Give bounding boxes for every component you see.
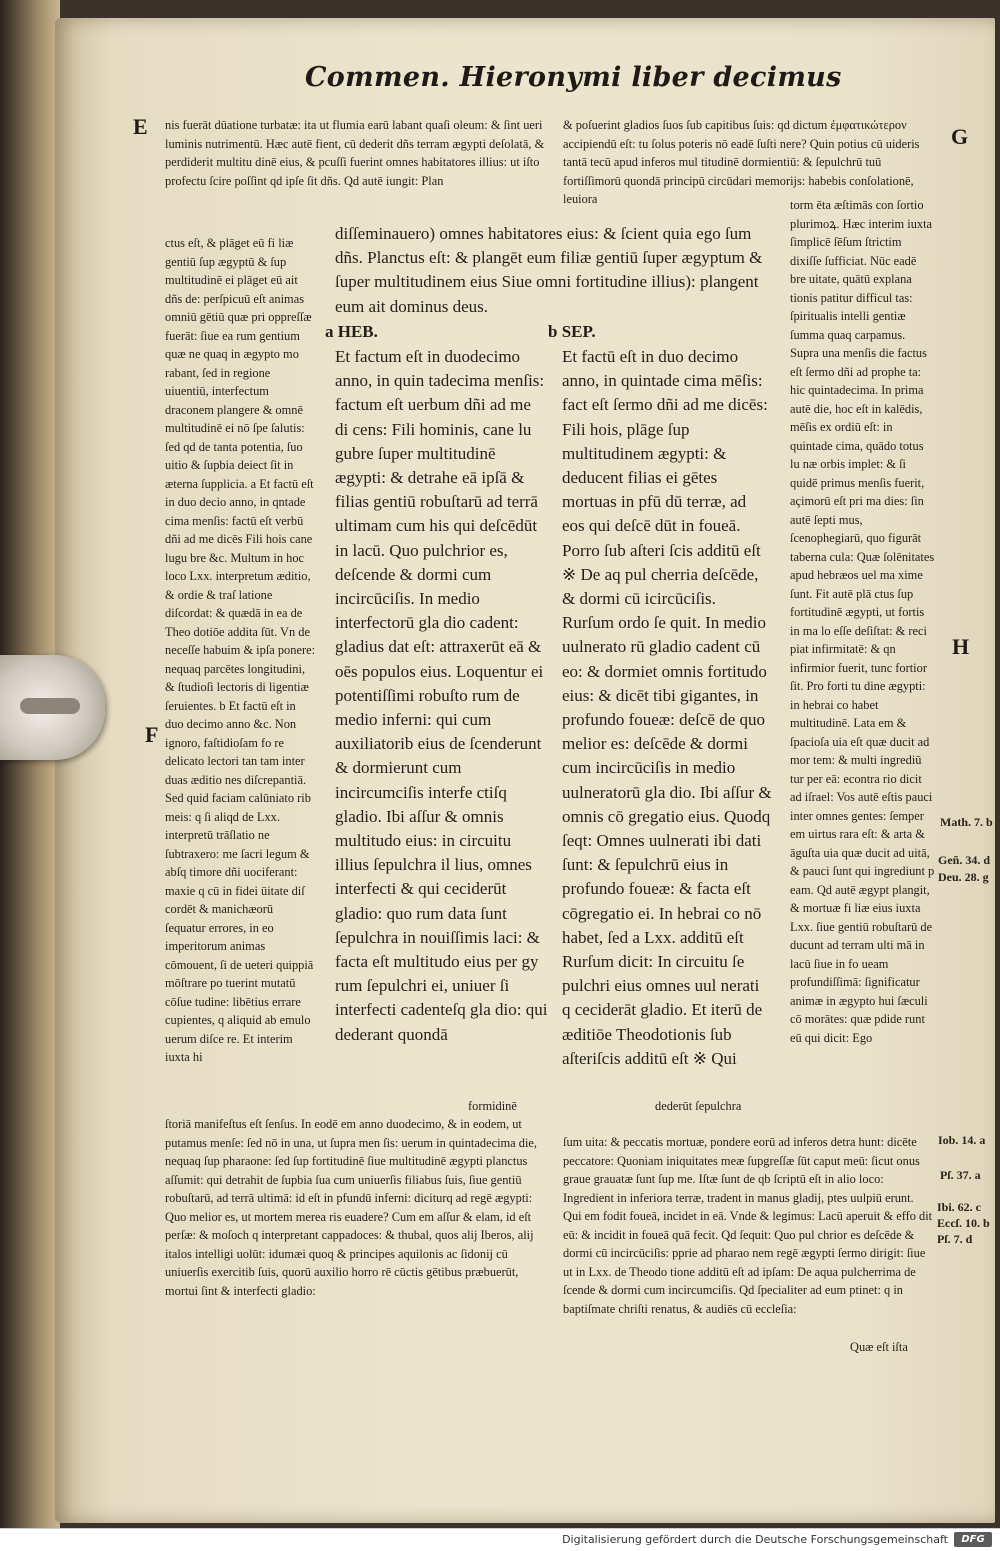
margin-letter-f: F <box>145 722 159 747</box>
text-left-column: ctus eſt, & plāget eū fi liæ gentiū ſup ægyptū & ſup multitudinē ei plāget eū ait dñs de: perſpicuū eſt animas omniū gētiū quæ pri oppreſſæ fuerāt: ſiue ea rum gentium quæ ne quaq in ægypto mo rabant, ſed in regione uiuentiū, interfectum draconem plangere & omnē multitudinē ei nō ſpe ſalutis: ſed qd de tanta potentia, ſuo uitio & ſupbia deiect ſit in æterna ſupplicia. a Et factū eſt in duo decio anno, in qntade cima menſis: factū eſt verbū dñi ad me dicēs Fili hois cane lugu bre &c. Multum in hoc loco Lxx. interpretum æditio, & ordie & traſ latione diſcordat: & quædā in ea de Theo dotiōe addita ſūt. Vn de neceſſe habuim & ipſa ponere: nequaq parcētes longitudini, & ſtudioſi lectoris di ligentiæ ſeruientes. b Et factū eſt in duo decimo anno &c. Non ignoro, faſtidioſam fo re delicato lectori tan tam inter duas æditio nes diſcrepantiā. Sed quid faciam calūniato rib meis: q ſi aliqd de Lxx. interpretū trāſlatio ne ſubtraxero: me ſacri legum & abſq timore dñi uociferant: maxie q cū in fidei ūitate diſ cordēt & manichæorū ſequatur errores, in eo imperitorum animas cōmouent, ſi de ueteri quippiā mōſtrare po tuerint mutatū cōſue tudine: libētius errare cupientes, q aliquid ab emulo uerum diſce re. Et interim iuxta hi <box>165 236 316 1064</box>
citation-eccs: Eccſ. 10. b <box>937 1216 990 1230</box>
citation-gen: Geñ. 34. d <box>938 853 991 867</box>
page-clip-slot <box>20 698 80 714</box>
footer-bar <box>0 1528 1000 1551</box>
text-top-right: & poſuerint gladios ſuos ſub capitibus ſuis: qd dictum ἐμφατικώτερον accipiendū eſt: tu ſolus poteris nō eadē ſuſti nere? Quin potius cū uideris tantā tecū apud inferos mul titudinē dormientiū: & ſepulchrū tuū fortiſſimorū quondā principū circūdari memorijs: habebis conſolationē, leuiora <box>563 118 920 206</box>
text-bottom-right: ſum uita: & peccatis mortuæ, pondere eorū ad inferos detra hunt: dicēte peccatore: Quoniam iniquitates meæ ſupgreſſæ ſūt caput meū: ſicut onus graue grauatæ ſunt ſup me. Iſtæ ſunt de qb ſcriptū eſt in alio loco: Ingredient in inferiora terræ, tradent in manus gladij, ptes uulpiū erunt. Qui em fodit foueā, incidet in eā. Vnde & legimus: Lacū aperuit & effo dit eū: & incidit in foueā quā fecit. Qd ſequit: Quo pul chrior es deſcēde & dormi cū incircūciſis: pprie ad pharao nem regē ægypti ſermo dirigit: ſiue ut in Lxx. de Theodo tione additū eſt ad ipſam: De aqua pulcherrima de ſcende & dormi cum incircumciſis. Qd ſpecialiter ad eum ptinet: q in baptiſmate chriſti renatus, & audiēs cū eccleſia: <box>563 1135 933 1316</box>
heb-heading: a HEB. <box>325 322 378 341</box>
margin-letter-e: E <box>133 114 148 139</box>
margin-letter-h: H <box>952 634 970 659</box>
citation-math: Math. 7. b <box>940 815 993 829</box>
text-hebrew-column: Et factum eſt in duodecimo anno, in quin tadecima menſis: factum eſt uerbum dñi ad me di cens: Fili hominis, cane lu gubre ſuper multitudinē ægypti: & detrahe eā ipſā & filias gentiū robuſtarū ad terrā ultimam cum his qui deſcēdūt in lacū. Quo pulchrior es, deſcende & dormi cum incircūciſis. In medio interfectorū gla dio cadent: gladius dat eſt: attraxerūt eā & oēs populos eius. Loquentur ei potentiſſimi robuſto rum de medio inferni: qui cum auxiliatorib eius de ſcenderunt & dormierunt cum incircumciſis interfe ctiſq gladio. Ibi aſſur & omnis multitudo eius: in circuitu illius ſepulchra il lius, omnes interfecti & qui ceciderūt gladio: quo rum data ſunt ſepulchra in nouiſſimis laci: & facta eſt multitudo eius per gy rum ſepulchri ei, uniuer ſi interfecti cadenteſq gla dio: qui dederant quondā <box>335 347 548 1044</box>
citation-iob: Iob. 14. a <box>938 1133 986 1147</box>
page-header: Commen. Hieronymi liber decimus <box>305 62 842 93</box>
dfg-logo: DFG <box>954 1532 992 1547</box>
text-hebrew-column-end: formidinē <box>468 1099 517 1113</box>
citation-ps7: Pſ. 7. d <box>937 1232 973 1246</box>
text-septuagint-column: Et factū eſt in duo decimo anno, in quintade cima mēſis: fact eſt ſermo dñi ad me dicēs: Fili hois, plāge ſup multitudinem ægypti: & deducent filias ei gētes mortuas in pfū dū terræ, ad eos qui deſcē dūt in foueā. Porro ſub aſteri ſcis additū eſt ※ De aq pul cherria deſcēde, & dormi cū icircūciſis. Rurſum ordo ſe quit. In medio uulnerato rū gladio cadent cū eo: & dormiet omnis fortitudo eius: & dicēt tibi gigantes, in profundo foueæ: deſcē de quo melior es: deſcēde & dormi cum incircūciſis in medio uulneratorū gla dio. Ibi aſſur & omnis cō gregatio eius. Quodq ſeqt: Omnes uulnerati ibi dati ſunt: & ſepulchrū eius in profundo foueæ: & facta eſt cōgregatio ei. In hebrai co nō habet, ſed a Lxx. additū eſt Rurſum dicit: In circuitu ſe pulchri eius omnes uul nerati q ceciderāt gladio. Et iterū de æditiōe Theodotionis ſub aſteriſcis additū eſt ※ Qui <box>562 347 772 1068</box>
citation-deu: Deu. 28. g <box>938 870 989 884</box>
text-middle-top: diſſeminauero) omnes habitatores eius: & ſcient quia ego ſum dñs. Planctus eſt: & plangēt eum filiæ gentiū ſuper ægyptum & ſuper multitudinem eius Siue omni fortitudine illius): plangent eum ait dominus deus. <box>335 224 763 316</box>
text-bottom-left: ſtoriā manifeſtus eſt ſenſus. In eodē em anno duodecimo, & in eodem, ut putamus menſe: ſed nō in una, ut ſupra men ſis: uerum in quintadecima die, nequaq ſup pharaone: ſed ſup fortitudinē ſiue multitudinē ægypti planctus aſſumit: qui detrahit de ſupbia ſua cum uniuerſis filiabus ſuis, ſiue gentiū robuſtarū, ad terrā ultimā: id eſt in pfundū inferni: diciturq ad regē ægypti: Quo melior es, ut mortem merea ris euadere? Cum em aſſur & elam, id eſt perſæ: & moſoch q interpretant cappadoces: & thubal, quos alij Iberos, alij italos intelligi uolūt: idumæi quoq & principes aquilonis ac ſidonij cū uniuerſis exercitib ſuis, quorū auxilio horro rē cūctis gētibus præbuerūt, mortui ſint & interfecti gladio: <box>165 1117 537 1298</box>
text-right-column: torm ēta æſtimās con ſortio plurimoꝝ. Hæc interim iuxta ſimplicē ſēſum ſtrictim dixiſſe ſufficiat. Nūc eadē bre uitate, quātū explana tionis patitur difficul tas: ſpiritualis intelli gentiæ ſumma quaq carpamus. Supra una menſis die factus eſt ſermo dñi ad prophe ta: hic quintadecima. In prima autē die, hoc eſt in kalēdis, mēſis ex ordiū eſt: in quintade cima, quādo totus lu næ orbis implet: & ſi quidē primus menſis fuerit, açimorū eſt pri ma dies: ſin autē ſepti mus, ſcenophegiarū, quo figurāt taberna cula: Quæ ſolēnitates apud hebræos uel ma xime ſunt. Fit autē plā ctus ſup fortitudinē ægypti, ut fortis in ma lo eſſe deſiſtat: & reci piat infirmitatē: & qn infirmior fuerit, tunc fortior ſit. Pro forti tu dine ægypti: in hebrai co habet multitudinē. Lata em & ſpacioſa uia eſt quæ ducit ad mor tem: & multi ingrediū tur per eā: econtra rio dicit ad iſrael: Vos autē eſtis pauci inter omnes gentes: ſemper em uirtus rara eſt: & arta & āguſta uia quæ ducit ad uitā, & pauci ſunt qui ingrediunt p eam. Qd autē ægypt plangit, & mortuæ fi liæ eius iuxta Lxx. ſiue gentiū robuſtarū de ducunt ad terram ulti mā in lacū ſiue in fo ueam profundiſſimā: ſignificatur animæ in ægypto hui ſæculi cō morātes: quæ pdide runt eū qui dicit: Ego <box>790 198 935 1045</box>
text-septuagint-column-end: dederūt ſepulchra <box>655 1099 742 1113</box>
book-binding <box>0 0 60 1528</box>
text-catchword: Quæ eſt iſta <box>850 1340 908 1354</box>
citation-ibi: Ibi. 62. c <box>937 1200 982 1214</box>
citation-ps37: Pſ. 37. a <box>940 1168 981 1182</box>
margin-letter-g: G <box>951 124 969 149</box>
footer-text: Digitalisierung gefördert durch die Deutsche Forschungsgemeinschaft <box>562 1533 948 1546</box>
sep-heading: b SEP. <box>548 322 596 341</box>
text-top-left: nis fuerāt dūatione turbatæ: ita ut flumia earū labant quaſi oleum: & ſint ueri luminis nutrimentū. Hæc autē fient, cū dederit dñs terram ægypti deſolatā, & perdiderit multitu dinē eius, & pcuſſi fuerint omnes habitatores illius: ut iſto profectu ſcire poſſint qd ipſe ſit dñs. Qd autē iungit: Plan <box>165 118 545 188</box>
